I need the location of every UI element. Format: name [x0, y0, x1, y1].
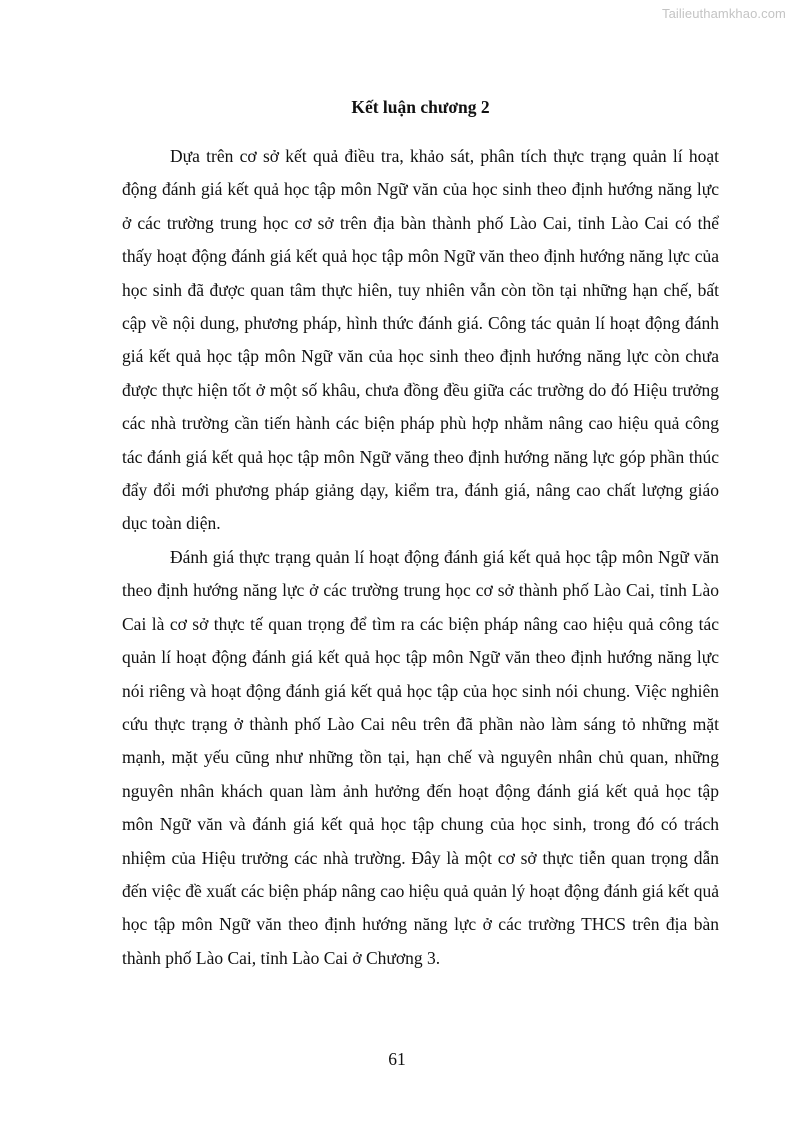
section-heading: Kết luận chương 2 [351, 97, 490, 117]
body-paragraph-1: Dựa trên cơ sở kết quả điều tra, khảo sát, phân tích thực trạng quản lí hoạt động đánh giá kết quả học tập môn Ngữ văn của học sinh theo định hướng năng lực ở các trường trung học cơ sở trên địa bàn thành phố Lào Cai, tỉnh Lào Cai có thể thấy hoạt động đánh giá kết quả học tập môn Ngữ văn theo định hướng năng lực của học sinh đã được quan tâm thực hiên, tuy nhiên vẫn còn tồn tại những hạn chế, bất cập về nội dung, phương pháp, hình thức đánh giá. Công tác quản lí hoạt động đánh giá kết quả học tập môn Ngữ văn của học sinh theo định hướng năng lực còn chưa được thực hiện tốt ở một số khâu, chưa đồng đều giữa các trường do đó Hiệu trưởng các nhà trường cần tiến hành các biện pháp phù hợp nhằm nâng cao hiệu quả công tác đánh giá kết quả học tập môn Ngữ văng theo định hướng năng lực góp phần thúc đẩy đổi mới phương pháp giảng dạy, kiểm tra, đánh giá, nâng cao chất lượng giáo dục toàn diện. [122, 146, 719, 534]
watermark-text: Tailieuthamkhao.com [661, 6, 786, 21]
page-number: 61 [388, 1049, 406, 1069]
page-content [122, 92, 719, 975]
body-paragraph-2: Đánh giá thực trạng quản lí hoạt động đánh giá kết quả học tập môn Ngữ văn theo định hướng năng lực ở các trường trung học cơ sở thành phố Lào Cai, tỉnh Lào Cai là cơ sở thực tế quan trọng để tìm ra các biện pháp nâng cao hiệu quả công tác quản lí hoạt động đánh giá kết quả học tập môn Ngữ văn theo định hướng năng lực nói riêng và hoạt động đánh giá kết quả học tập của học sinh nói chung. Việc nghiên cứu thực trạng ở thành phố Lào Cai nêu trên đã phần nào làm sáng tỏ những mặt mạnh, mặt yếu cũng như những tồn tại, hạn chế và nguyên nhân chủ quan, những nguyên nhân khách quan làm ảnh hưởng đến hoạt động đánh giá kết quả học tập môn Ngữ văn và đánh giá kết quả học tập chung của học sinh, trong đó có trách nhiệm của Hiệu trưởng các nhà trường. Đây là một cơ sở thực tiễn quan trọng dẫn đến việc đề xuất các biện pháp nâng cao hiệu quả quản lý hoạt động đánh giá kết quả học tập môn Ngữ văn theo định hướng năng lực ở các trường THCS trên địa bàn thành phố Lào Cai, tỉnh Lào Cai ở Chương 3. [122, 546, 719, 968]
